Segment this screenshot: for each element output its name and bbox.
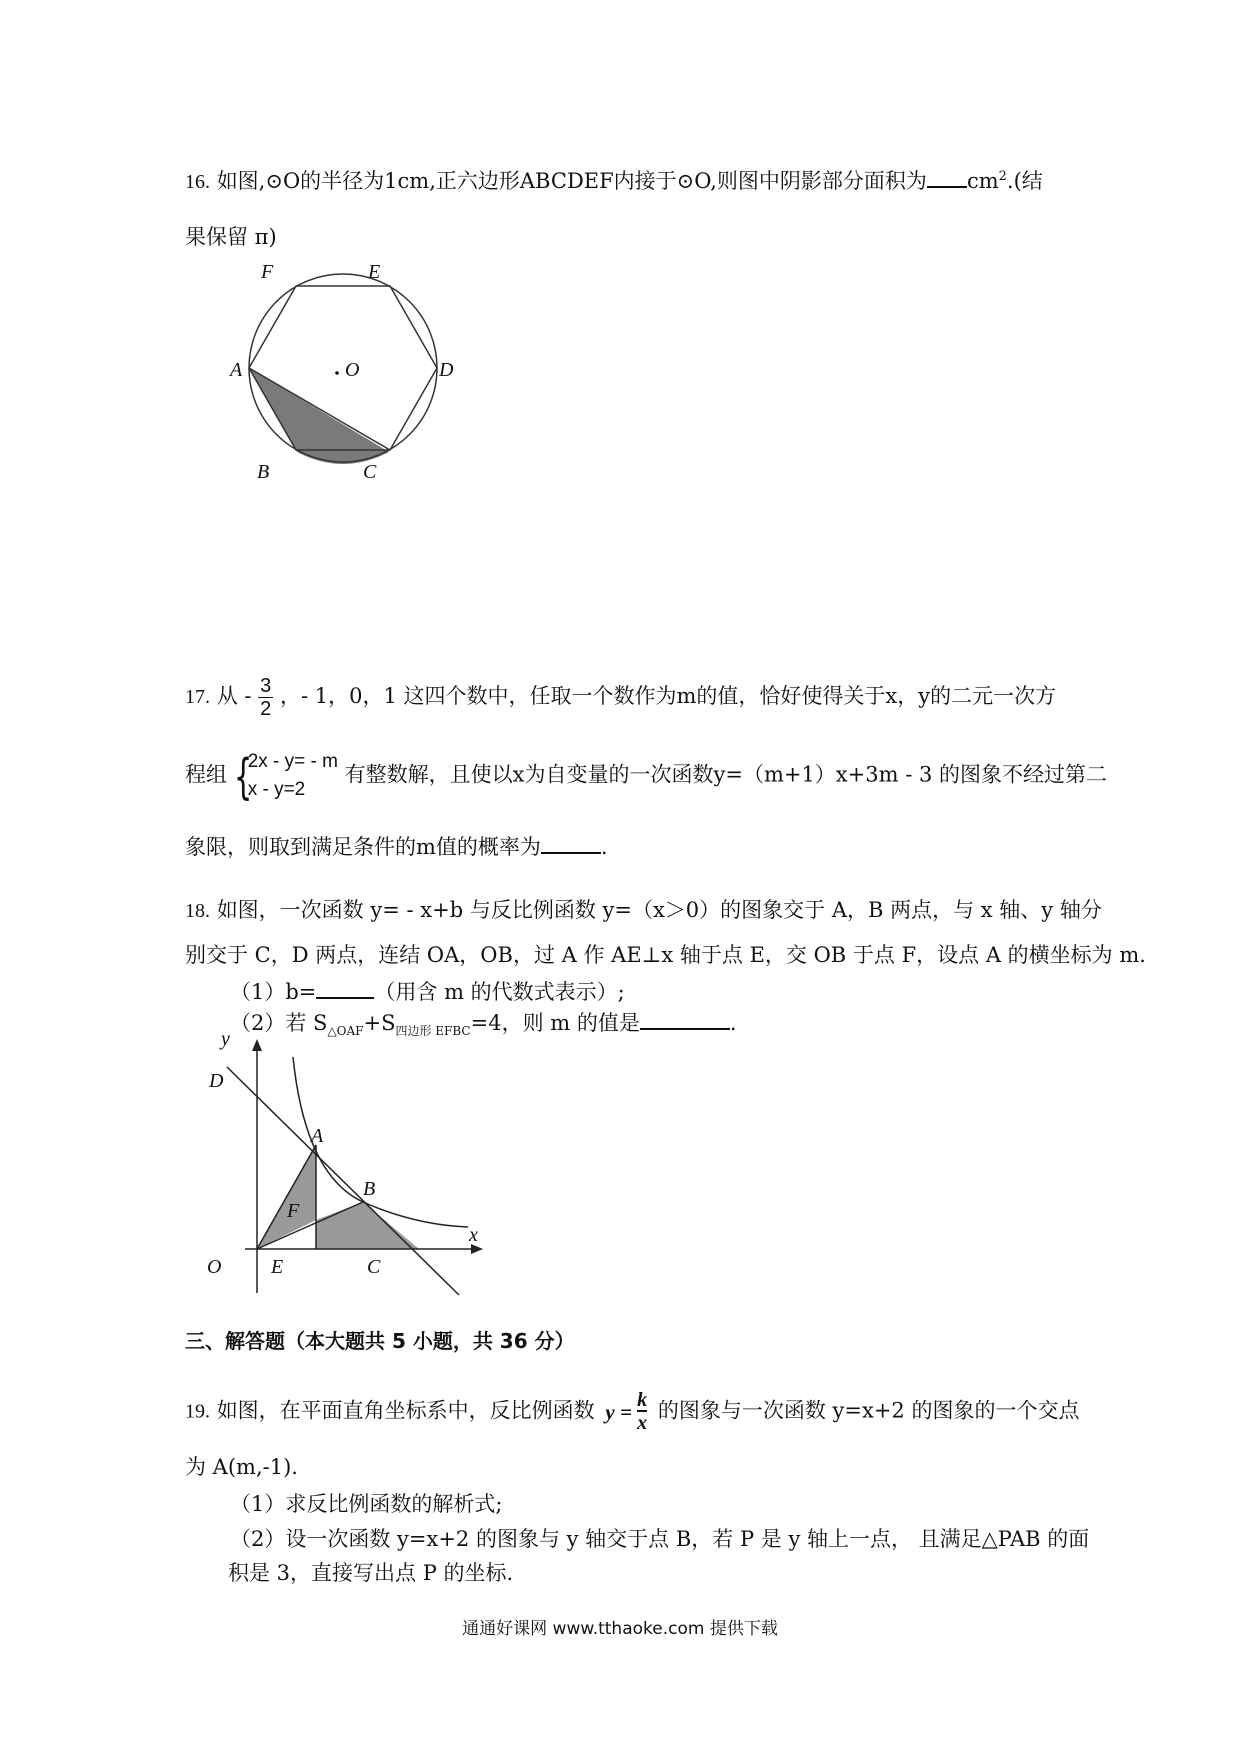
q17-text-line3-end: . (600, 835, 608, 859)
q16-label-B: B (257, 461, 270, 483)
q16-label-F: F (261, 261, 274, 283)
section-3-heading: 三、解答题（本大题共 5 小题，共 36 分） (185, 1329, 575, 1353)
q18-label-B: B (363, 1178, 376, 1200)
q18-text-line1: 如图，一次函数 y= - x+b 与反比例函数 y=（x＞0）的图象交于 A，B 两点，与 x 轴、y 轴分 (216, 898, 1102, 922)
q19-fraction (637, 1390, 647, 1434)
q18-sub1-text-a: （1）b= (230, 980, 317, 1004)
q18-sub2-text-b: +S (363, 1011, 396, 1035)
q17-line2 (185, 748, 1107, 804)
q17-brace: { (233, 749, 253, 805)
q18-label-A: A (311, 1125, 324, 1147)
q17-equation-1: 2x - y= - m (247, 751, 338, 772)
q18-label-D: D (209, 1070, 224, 1092)
q19-text-b: 的图象与一次函数 y=x+2 的图象的一个交点 (657, 1398, 1080, 1423)
q18-sub2-text-c: =4，则 m 的值是 (470, 1011, 640, 1035)
q16-label-O: O (345, 359, 360, 381)
q18-sub1-text-b: （用含 m 的代数式表示）; (374, 980, 625, 1004)
q16-center-dot (335, 371, 339, 375)
q18-label-C: C (367, 1256, 381, 1278)
q18-label-x: x (469, 1224, 478, 1246)
q17-equation-system (234, 748, 338, 804)
q19-line2: 为 A(m,-1). (185, 1455, 298, 1479)
q17-text-line2-b: 有整数解，且使以x为自变量的一次函数y=（m+1）x+3m - 3 的图象不经过第二 (344, 762, 1108, 787)
q17-line1 (185, 675, 1056, 720)
q16-figure-hexagon (225, 258, 475, 488)
q18-sub2-text-a: （2）若 S (230, 1011, 328, 1035)
q18-sub2-subscript-2: 四边形 EFBC (395, 1024, 471, 1039)
q18-line1 (185, 895, 1102, 926)
q18-sub2-subscript-1: △OAF (327, 1024, 364, 1039)
q16-label-E: E (368, 261, 381, 283)
q18-label-F: F (287, 1200, 300, 1222)
q16-number: 16. (185, 171, 210, 193)
q16-answer-blank[interactable] (927, 164, 967, 188)
q16-line2: 果保留 π) (185, 225, 277, 249)
q19-number: 19. (185, 1400, 210, 1423)
q17-text-b: ，- 1，0，1 这四个数中，任取一个数作为m的值，恰好使得关于x，y的二元一次方 (279, 684, 1057, 708)
footer-credit: 通通好课网 www.tthaoke.com 提供下载 (462, 1619, 778, 1639)
q17-text-a: 从 - (216, 684, 252, 708)
q19-line1 (185, 1390, 1079, 1434)
q19-sub1: （1）求反比例函数的解析式; (230, 1492, 503, 1516)
q18-label-E: E (271, 1256, 284, 1278)
q17-text-line3: 象限，则取到满足条件的m值的概率为 (185, 835, 541, 859)
q17-equation-2: x - y=2 (247, 779, 306, 800)
q18-label-O: O (207, 1256, 222, 1278)
q16-unit-exponent: 2 (998, 169, 1007, 184)
q16-text-a: 如图,⊙O的半径为1cm,正六边形ABCDEF内接于⊙O,则图中阴影部分面积为 (216, 169, 927, 193)
q19-sub2-line1: （2）设一次函数 y=x+2 的图象与 y 轴交于点 B，若 P 是 y 轴上一点， 且满足△PAB 的面 (230, 1527, 1090, 1551)
q19-fraction-x: x (637, 1412, 648, 1434)
q17-answer-blank[interactable] (541, 830, 601, 854)
q18-sub1-answer-blank[interactable] (316, 975, 374, 999)
q17-number: 17. (185, 686, 210, 708)
q18-line2: 别交于 C，D 两点，连结 OA，OB，过 A 作 AE⊥x 轴于点 E，交 OB 于点 F，设点 A 的横坐标为 m. (185, 943, 1146, 967)
q17-text-line2-a: 程组 (185, 762, 227, 787)
q17-fraction-numerator: 3 (260, 675, 272, 697)
q16-line1 (185, 162, 1043, 197)
q17-fraction (258, 675, 273, 720)
q17-fraction-denominator: 2 (260, 698, 272, 720)
q18-shaded-quad-efbc (316, 1202, 419, 1249)
q19-fraction-k: k (637, 1389, 648, 1411)
q16-label-D: D (439, 359, 454, 381)
q19-y-equals: y = (605, 1400, 632, 1424)
q17-line3 (185, 830, 608, 862)
q18-number: 18. (185, 900, 210, 922)
q16-label-A: A (230, 359, 243, 381)
q18-line-dc (227, 1067, 459, 1295)
q19-sub2-line2: 积是 3，直接写出点 P 的坐标. (228, 1561, 514, 1585)
q16-label-C: C (363, 461, 377, 483)
q19-function-formula (605, 1390, 647, 1434)
q16-text-b: .(结 (1006, 169, 1043, 193)
q18-y-axis-arrow (252, 1039, 262, 1051)
q18-sub1 (230, 975, 625, 1007)
q18-sub2-answer-blank[interactable] (640, 1006, 730, 1030)
q16-unit: cm (966, 169, 999, 193)
q19-text-a: 如图，在平面直角坐标系中，反比例函数 (216, 1398, 595, 1423)
q18-sub2-end: . (729, 1011, 737, 1035)
q18-label-y: y (221, 1028, 230, 1050)
